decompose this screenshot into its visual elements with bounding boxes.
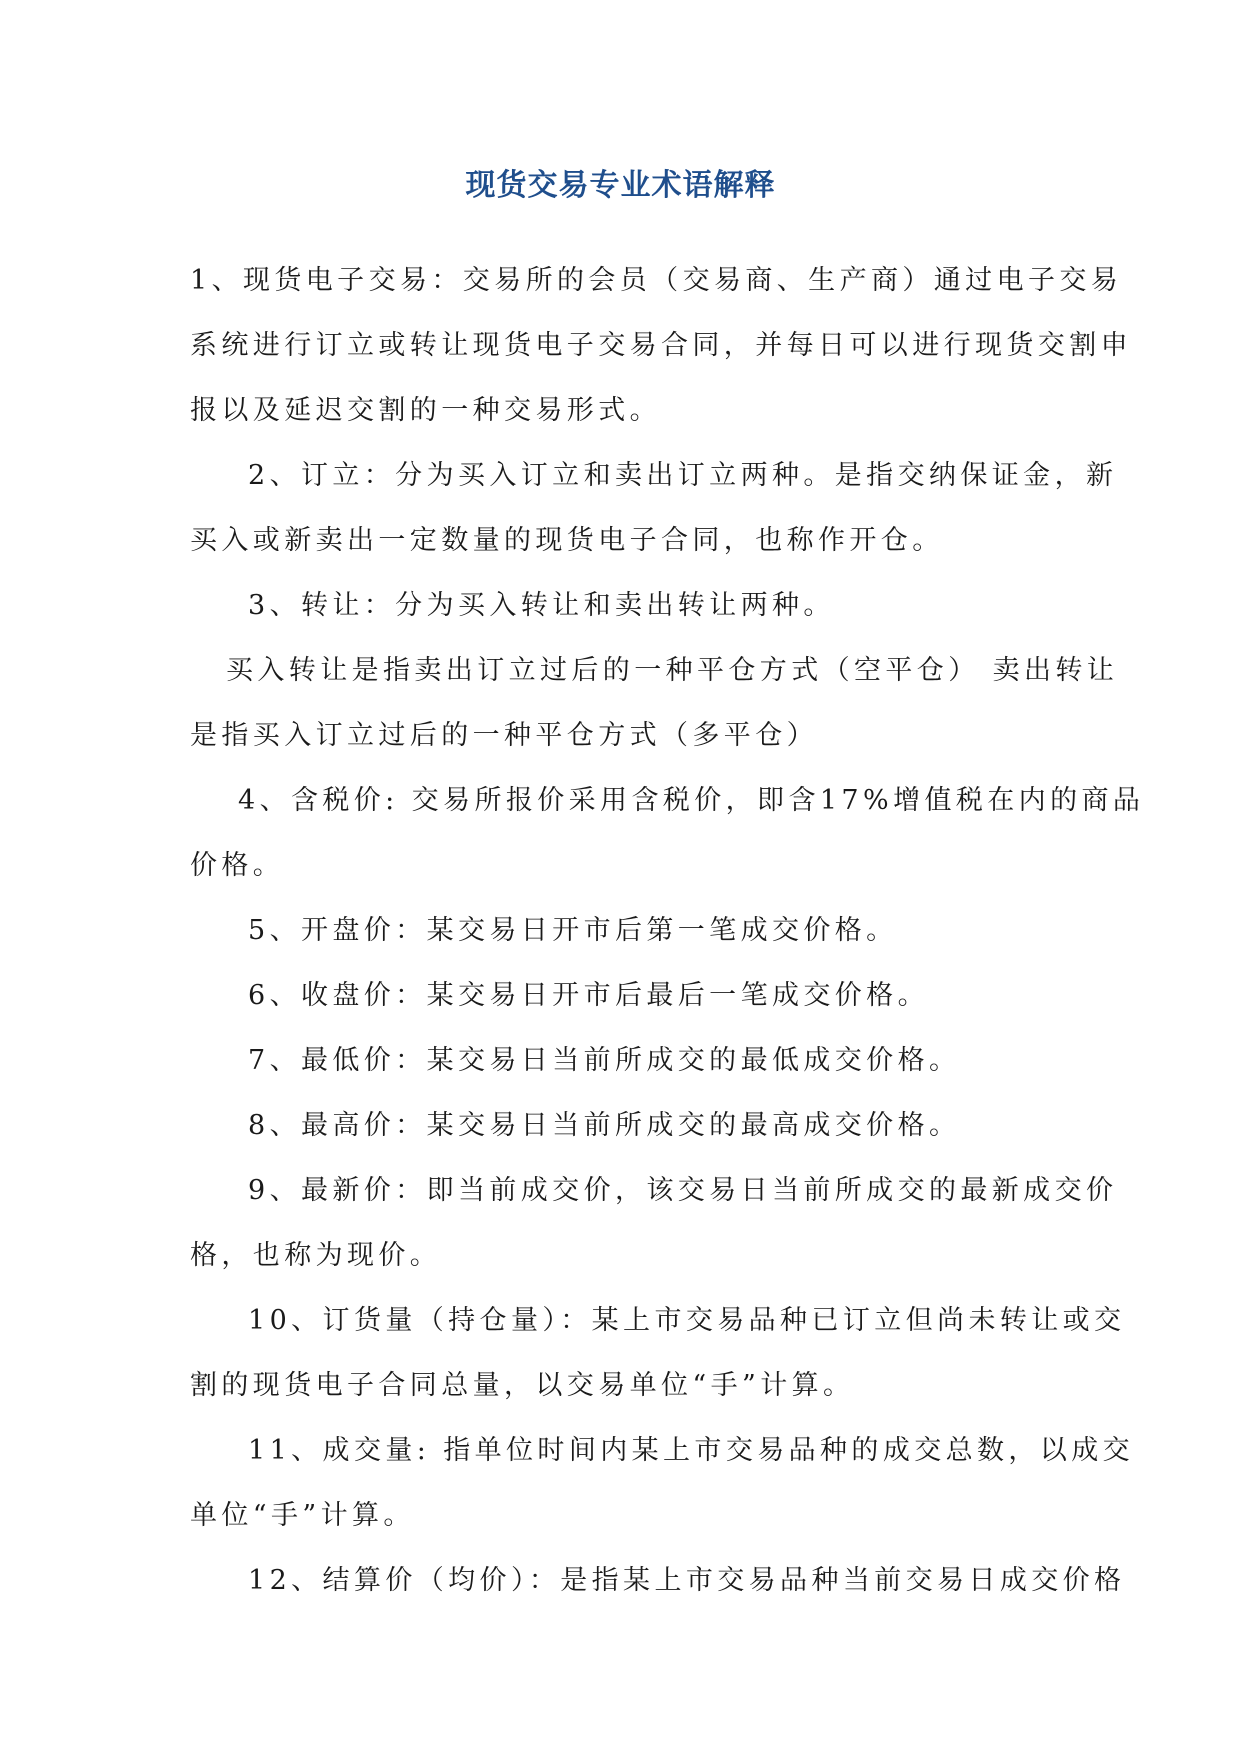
text-line: 3、转让：分为买入转让和卖出转让两种。 <box>248 590 835 621</box>
text-line: 价格。 <box>190 850 285 881</box>
text-line: 2、订立：分为买入订立和卖出订立两种。是指交纳保证金，新 <box>248 460 1118 491</box>
text-line: 10、订货量（持仓量）：某上市交易品种已订立但尚未转让或交 <box>248 1305 1126 1336</box>
text-line: 5、开盘价：某交易日开市后第一笔成交价格。 <box>248 915 898 946</box>
text-line: 6、收盘价：某交易日开市后最后一笔成交价格。 <box>248 980 929 1011</box>
document-title: 现货交易专业术语解释 <box>465 168 776 203</box>
text-line: 1、现货电子交易：交易所的会员（交易商、生产商）通过电子交易 <box>190 265 1123 296</box>
text-line: 买入转让是指卖出订立过后的一种平仓方式（空平仓） 卖出转让 <box>226 655 1119 686</box>
text-line: 12、结算价（均价）：是指某上市交易品种当前交易日成交价格 <box>248 1565 1126 1596</box>
document-body <box>190 248 1145 1613</box>
text-line: 格，也称为现价。 <box>190 1240 442 1271</box>
text-line: 8、最高价：某交易日当前所成交的最高成交价格。 <box>248 1110 961 1141</box>
text-line: 报以及延迟交割的一种交易形式。 <box>190 395 661 426</box>
text-line: 是指买入订立过后的一种平仓方式（多平仓） <box>190 720 818 751</box>
text-line: 7、最低价：某交易日当前所成交的最低成交价格。 <box>248 1045 961 1076</box>
text-line: 9、最新价：即当前成交价，该交易日当前所成交的最新成交价 <box>248 1175 1118 1206</box>
text-line: 单位“手”计算。 <box>190 1500 415 1531</box>
text-line: 系统进行订立或转让现货电子交易合同，并每日可以进行现货交割申 <box>190 330 1132 361</box>
text-line: 4、含税价: 交易所报价采用含税价，即含17%增值税在内的商品 <box>238 785 1145 816</box>
text-line: 11、成交量: 指单位时间内某上市交易品种的成交总数，以成交 <box>248 1435 1135 1466</box>
text-line: 买入或新卖出一定数量的现货电子合同，也称作开仓。 <box>190 525 944 556</box>
text-line: 割的现货电子合同总量，以交易单位“手”计算。 <box>190 1370 855 1401</box>
